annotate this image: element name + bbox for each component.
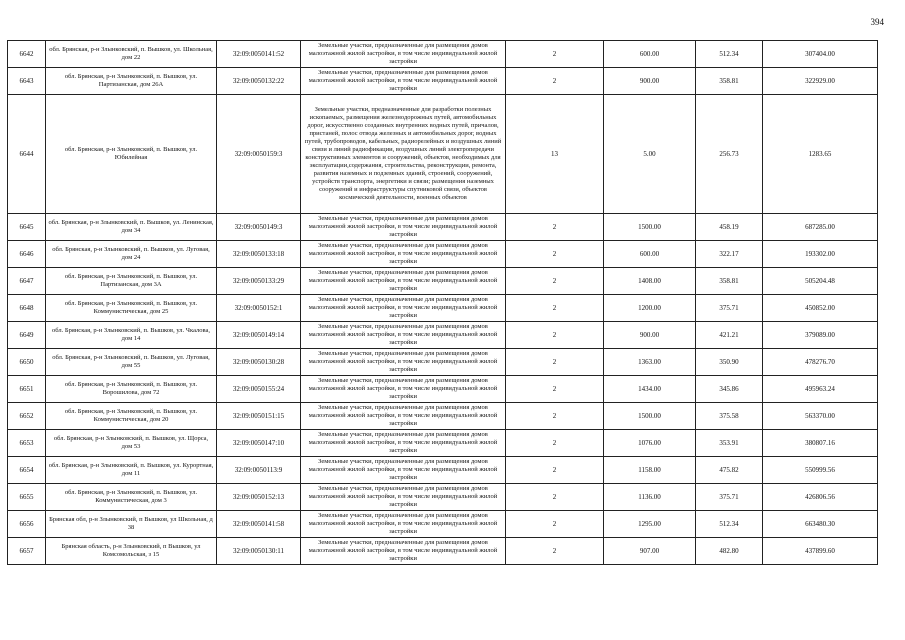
area-cell: 600.00 [604, 241, 696, 268]
area-cell: 1076.00 [604, 430, 696, 457]
area-cell: 907.00 [604, 538, 696, 565]
area-cell: 900.00 [604, 322, 696, 349]
group-code-cell: 2 [506, 295, 604, 322]
address-cell: обл. Брянская, р-н Злынковский, п. Вышков, ул. Ворошилова, дом 72 [46, 376, 217, 403]
permitted-use-cell: Земельные участки, предназначенные для размещения домов малоэтажной жилой застройки, в том числе индивидуальной жилой застройки [301, 511, 506, 538]
page-number: 394 [870, 17, 884, 27]
group-code-cell: 2 [506, 322, 604, 349]
permitted-use-cell: Земельные участки, предназначенные для размещения домов малоэтажной жилой застройки, в том числе индивидуальной жилой застройки [301, 68, 506, 95]
table-row [8, 214, 878, 241]
table-row [8, 484, 878, 511]
permitted-use-cell: Земельные участки, предназначенные для разработки полезных ископаемых, размещения железнодорожных путей, автомобильных дорог, искусственно созданных внутренних водных путей, причалов, пристаней, полос отвода железных и автомобильных дорог, водных путей, трубопроводов, кабельных, радиорелейных и воздушных линий связи и линий радиофикации, воздушных линий электропередачи конструктивных элементов и сооружений, объектов, необходимых для эксплуатации,содержания, строительства, реконструкции, ремонта, развития наземных и подземных зданий, строений, сооружений, устройств транспорта, энергетики и связи; размещения наземных сооружений и инфраструктуры спутниковой связи, объектов космической деятельности, военных объектов [301, 95, 506, 214]
area-cell: 1136.00 [604, 484, 696, 511]
group-code-cell: 2 [506, 484, 604, 511]
area-cell: 1200.00 [604, 295, 696, 322]
group-code-cell: 2 [506, 538, 604, 565]
table-row [8, 68, 878, 95]
table-row [8, 41, 878, 68]
cadastral-number-cell: 32:09:0050149:3 [217, 214, 301, 241]
row-number: 6651 [8, 376, 46, 403]
address-cell: Брянская область, р-н Злынковский, п Вышков, ул Комсомольская, з 15 [46, 538, 217, 565]
address-cell: обл. Брянская, р-н Злынковский, п. Вышков, ул. Коммунистическая, дом 25 [46, 295, 217, 322]
row-number: 6648 [8, 295, 46, 322]
cadastral-number-cell: 32:09:0050152:13 [217, 484, 301, 511]
table-row [8, 457, 878, 484]
address-cell: обл. Брянская, р-н Злынковский, п. Вышков, ул. Юбилейная [46, 95, 217, 214]
specific-value-cell: 358.81 [696, 268, 763, 295]
table-row [8, 95, 878, 214]
cadastral-number-cell: 32:09:0050133:29 [217, 268, 301, 295]
group-code-cell: 2 [506, 403, 604, 430]
permitted-use-cell: Земельные участки, предназначенные для размещения домов малоэтажной жилой застройки, в том числе индивидуальной жилой застройки [301, 295, 506, 322]
area-cell: 1434.00 [604, 376, 696, 403]
table-row [8, 268, 878, 295]
area-cell: 1500.00 [604, 403, 696, 430]
permitted-use-cell: Земельные участки, предназначенные для размещения домов малоэтажной жилой застройки, в том числе индивидуальной жилой застройки [301, 403, 506, 430]
permitted-use-cell: Земельные участки, предназначенные для размещения домов малоэтажной жилой застройки, в том числе индивидуальной жилой застройки [301, 376, 506, 403]
area-cell: 1158.00 [604, 457, 696, 484]
row-number: 6650 [8, 349, 46, 376]
address-cell: обл. Брянская, р-н Злынковский, п. Вышков, ул. Курортная, дом 11 [46, 457, 217, 484]
row-number: 6645 [8, 214, 46, 241]
area-cell: 1363.00 [604, 349, 696, 376]
area-cell: 1295.00 [604, 511, 696, 538]
table-row [8, 322, 878, 349]
specific-value-cell: 375.58 [696, 403, 763, 430]
cadastral-value-cell: 380807.16 [763, 430, 878, 457]
cadastral-value-cell: 550999.56 [763, 457, 878, 484]
cadastral-value-cell: 563370.00 [763, 403, 878, 430]
specific-value-cell: 358.81 [696, 68, 763, 95]
group-code-cell: 13 [506, 95, 604, 214]
group-code-cell: 2 [506, 214, 604, 241]
specific-value-cell: 375.71 [696, 484, 763, 511]
row-number: 6647 [8, 268, 46, 295]
group-code-cell: 2 [506, 430, 604, 457]
cadastral-number-cell: 32:09:0050141:58 [217, 511, 301, 538]
row-number: 6644 [8, 95, 46, 214]
cadastral-value-cell: 307404.00 [763, 41, 878, 68]
group-code-cell: 2 [506, 457, 604, 484]
cadastral-value-cell: 379089.00 [763, 322, 878, 349]
group-code-cell: 2 [506, 68, 604, 95]
cadastral-number-cell: 32:09:0050151:15 [217, 403, 301, 430]
table-row [8, 511, 878, 538]
permitted-use-cell: Земельные участки, предназначенные для размещения домов малоэтажной жилой застройки, в том числе индивидуальной жилой застройки [301, 41, 506, 68]
group-code-cell: 2 [506, 349, 604, 376]
table-body [8, 41, 878, 565]
specific-value-cell: 345.86 [696, 376, 763, 403]
area-cell: 600.00 [604, 41, 696, 68]
row-number: 6654 [8, 457, 46, 484]
specific-value-cell: 421.21 [696, 322, 763, 349]
specific-value-cell: 482.80 [696, 538, 763, 565]
cadastral-value-cell: 663480.30 [763, 511, 878, 538]
specific-value-cell: 512.34 [696, 511, 763, 538]
permitted-use-cell: Земельные участки, предназначенные для размещения домов малоэтажной жилой застройки, в том числе индивидуальной жилой застройки [301, 322, 506, 349]
specific-value-cell: 458.19 [696, 214, 763, 241]
cadastral-number-cell: 32:09:0050155:24 [217, 376, 301, 403]
cadastral-value-cell: 322929.00 [763, 68, 878, 95]
permitted-use-cell: Земельные участки, предназначенные для размещения домов малоэтажной жилой застройки, в том числе индивидуальной жилой застройки [301, 484, 506, 511]
row-number: 6656 [8, 511, 46, 538]
area-cell: 1500.00 [604, 214, 696, 241]
table-row [8, 349, 878, 376]
address-cell: обл. Брянская, р-н Злынковский, п. Вышков, ул. Чкалова, дом 14 [46, 322, 217, 349]
group-code-cell: 2 [506, 41, 604, 68]
cadastral-value-cell: 426806.56 [763, 484, 878, 511]
specific-value-cell: 350.90 [696, 349, 763, 376]
cadastral-number-cell: 32:09:0050113:9 [217, 457, 301, 484]
row-number: 6646 [8, 241, 46, 268]
cadastral-value-cell: 437899.60 [763, 538, 878, 565]
address-cell: обл. Брянская, р-н Злынковский, п. Вышков, ул. Партизанская, дом 26А [46, 68, 217, 95]
area-cell: 5.00 [604, 95, 696, 214]
table-row [8, 376, 878, 403]
cadastral-number-cell: 32:09:0050130:28 [217, 349, 301, 376]
permitted-use-cell: Земельные участки, предназначенные для размещения домов малоэтажной жилой застройки, в том числе индивидуальной жилой застройки [301, 457, 506, 484]
row-number: 6649 [8, 322, 46, 349]
area-cell: 900.00 [604, 68, 696, 95]
permitted-use-cell: Земельные участки, предназначенные для размещения домов малоэтажной жилой застройки, в том числе индивидуальной жилой застройки [301, 268, 506, 295]
group-code-cell: 2 [506, 511, 604, 538]
specific-value-cell: 475.82 [696, 457, 763, 484]
row-number: 6642 [8, 41, 46, 68]
address-cell: обл. Брянская, р-н Злынковский, п. Вышков, ул. Щорса, дом 53 [46, 430, 217, 457]
address-cell: обл. Брянская, р-н Злынковский, п. Вышков, ул. Партизанская, дом 3А [46, 268, 217, 295]
cadastral-value-cell: 450852.00 [763, 295, 878, 322]
cadastral-number-cell: 32:09:0050130:11 [217, 538, 301, 565]
address-cell: Брянская обл, р-н Злынковский, п Вышков, ул Школьная, д 38 [46, 511, 217, 538]
group-code-cell: 2 [506, 376, 604, 403]
table-row [8, 403, 878, 430]
row-number: 6643 [8, 68, 46, 95]
cadastral-value-cell: 495963.24 [763, 376, 878, 403]
row-number: 6652 [8, 403, 46, 430]
address-cell: обл. Брянская, р-н Злынковский, п. Вышков, ул. Коммунистическая, дом 3 [46, 484, 217, 511]
table-row [8, 241, 878, 268]
cadastral-number-cell: 32:09:0050152:1 [217, 295, 301, 322]
address-cell: обл. Брянская, р-н Злынковский, п. Вышков, ул. Ленинская, дом 34 [46, 214, 217, 241]
cadastral-value-cell: 193302.00 [763, 241, 878, 268]
cadastral-number-cell: 32:09:0050147:10 [217, 430, 301, 457]
group-code-cell: 2 [506, 268, 604, 295]
specific-value-cell: 322.17 [696, 241, 763, 268]
address-cell: обл. Брянская, р-н Злынковский, п. Вышков, ул. Луговая, дом 24 [46, 241, 217, 268]
specific-value-cell: 512.34 [696, 41, 763, 68]
specific-value-cell: 256.73 [696, 95, 763, 214]
permitted-use-cell: Земельные участки, предназначенные для размещения домов малоэтажной жилой застройки, в том числе индивидуальной жилой застройки [301, 538, 506, 565]
table-row [8, 430, 878, 457]
land-registry-table [7, 40, 878, 565]
address-cell: обл. Брянская, р-н Злынковский, п. Вышков, ул. Луговая, дом 55 [46, 349, 217, 376]
cadastral-value-cell: 478276.70 [763, 349, 878, 376]
permitted-use-cell: Земельные участки, предназначенные для размещения домов малоэтажной жилой застройки, в том числе индивидуальной жилой застройки [301, 430, 506, 457]
cadastral-value-cell: 687285.00 [763, 214, 878, 241]
row-number: 6653 [8, 430, 46, 457]
cadastral-number-cell: 32:09:0050132:22 [217, 68, 301, 95]
table-row [8, 538, 878, 565]
cadastral-number-cell: 32:09:0050159:3 [217, 95, 301, 214]
table-row [8, 295, 878, 322]
group-code-cell: 2 [506, 241, 604, 268]
permitted-use-cell: Земельные участки, предназначенные для размещения домов малоэтажной жилой застройки, в том числе индивидуальной жилой застройки [301, 349, 506, 376]
cadastral-number-cell: 32:09:0050149:14 [217, 322, 301, 349]
specific-value-cell: 375.71 [696, 295, 763, 322]
specific-value-cell: 353.91 [696, 430, 763, 457]
cadastral-number-cell: 32:09:0050133:18 [217, 241, 301, 268]
area-cell: 1408.00 [604, 268, 696, 295]
cadastral-number-cell: 32:09:0050141:52 [217, 41, 301, 68]
permitted-use-cell: Земельные участки, предназначенные для размещения домов малоэтажной жилой застройки, в том числе индивидуальной жилой застройки [301, 241, 506, 268]
address-cell: обл. Брянская, р-н Злынковский, п. Вышков, ул. Школьная, дом 22 [46, 41, 217, 68]
address-cell: обл. Брянская, р-н Злынковский, п. Вышков, ул. Коммунистическая, дом 20 [46, 403, 217, 430]
permitted-use-cell: Земельные участки, предназначенные для размещения домов малоэтажной жилой застройки, в том числе индивидуальной жилой застройки [301, 214, 506, 241]
row-number: 6655 [8, 484, 46, 511]
cadastral-value-cell: 505204.48 [763, 268, 878, 295]
cadastral-value-cell: 1283.65 [763, 95, 878, 214]
row-number: 6657 [8, 538, 46, 565]
